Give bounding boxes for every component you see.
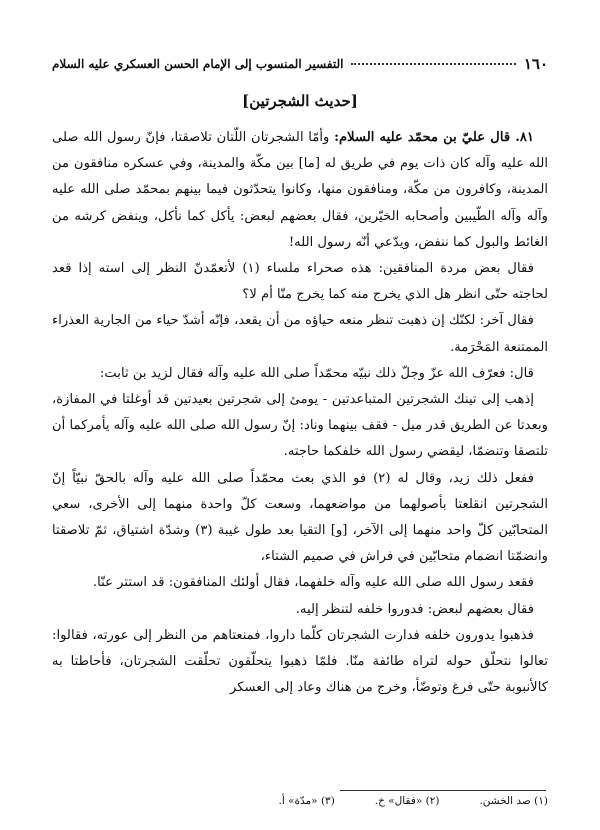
paragraph-5 [52,387,548,466]
running-title: التفسير المنسوب إلى الإمام الحسن العسكري عليه السلام [52,57,344,71]
footnote-3: (٣) «مدّة» أ. [278,795,335,807]
paragraph-9 [52,623,548,702]
paragraph-4 [52,361,548,387]
paragraph-text: ففعل ذلك زيد، وقال له (٢) فو الذي بعث محمّداً صلى الله عليه وآله بالحقّ نبيّاً إنّ الشجرتين انقلعتا بأصولهما من مواضعهما، وسعت كلّ واحدة منهما إلى الأخرى، سعي المتحابّين كلّ واحد منهما إلى الآخر، [و] التقيا بعد طول غيبة (٣) وشدّة اشتياق، ثمّ تلاصقتا وانضمّتا انضمام متحابّين في فراش في صميم الشتاء، [52,470,548,565]
body-text [52,125,548,701]
paragraph-text: فقال بعض مردة المنافقين: هذه صحراء ملساء (١) لأتعمّدنّ النظر إلى استه إذا قعد لحاجته حتّى انظر هل الذي يخرج منه كما يخرج منّا أم لا؟ [52,261,548,303]
paragraph-1 [52,125,548,256]
footnote-rule [340,790,546,791]
paragraph-8 [52,597,548,623]
paragraph-6 [52,466,548,571]
paragraph-text: إذهب إلى تينك الشجرتين المتباعدتين - يومئ إلى شجرتين بعيدتين قد أوغلتا في المفازة، وبعدتا عن الطريق قدر ميل - فقف بينهما وناد: إنّ رسول الله صلى الله عليه وآله يأمركما أن تلتصقا وتنضمّا، ليقضي رسول الله خلفكما حاجته. [52,392,548,460]
paragraph-text: فقال آخر: لكنّك إن ذهبت تنظر منعه حياؤه من أن يقعد، فإنّه أشدّ حياء من الجارية العذراء الممتنعة المَحْرَمة. [52,313,548,355]
paragraph-3 [52,308,548,360]
header-dotted-rule [351,63,515,65]
footnote-2: (٢) «فقال» خ. [374,795,440,807]
paragraph-text: وأمّا الشجرتان اللّتان تلاصقتا، فإنّ رسول الله صلى الله عليه وآله كان ذات يوم في طريق له [ما] بين مكّة والمدينة، وفي عسكره منافقون من المدينة، وكافرون من مكّة، ومنافقون منها، وكانوا يتحدّثون فيما بينهم بمحمّد صلى الله عليه وآله وآله الطّيبين وأصحابه الخيّرين، فقال بعضهم لبعض: يأكل كما نأكل، وينفض كرشه من الغائط والبول كما ننفض، ويدّعي أنّه رسول الله! [52,130,548,250]
paragraph-text: فذهبوا يدورون خلفه فدارت الشجرتان كلّما داروا، فمنعتاهم من النظر إلى عورته، فقالوا: تعالوا نتحلّق حوله لتراه طائفة منّا. فلمّا ذهبوا يتحلّقون تحلّقت الشجرتان، فأحاطتا به كالأنبوبة حتّى فرغ وتوضّأ، وخرج من هناك وعاد إلى العسكر [52,627,548,696]
paragraph-text: قال: فعرّف الله عزّ وجلّ ذلك نبيّه محمّداً صلى الله عليه وآله فقال لزيد بن ثابت: [99,365,534,381]
paragraph-7 [52,570,548,596]
footnotes [52,795,548,807]
paragraph-2 [52,256,548,308]
paragraph-text: فقال بعضهم لبعض: فدوروا خلفه لتنظر إليه. [295,601,534,617]
paragraph-text: فقعد رسول الله صلى الله عليه وآله خلفهما، فقال أولئك المنافقون: قد استتر عنّا. [92,575,534,591]
hadith-number-lead: ٨١. قال عليّ بن محمّد عليه السلام: [334,130,534,145]
running-header [52,53,548,75]
page-number: ١٦٠ [523,55,548,73]
footnote-1: (١) صد الخشن. [479,795,548,807]
section-title: [حديث الشجرتين] [242,92,358,110]
